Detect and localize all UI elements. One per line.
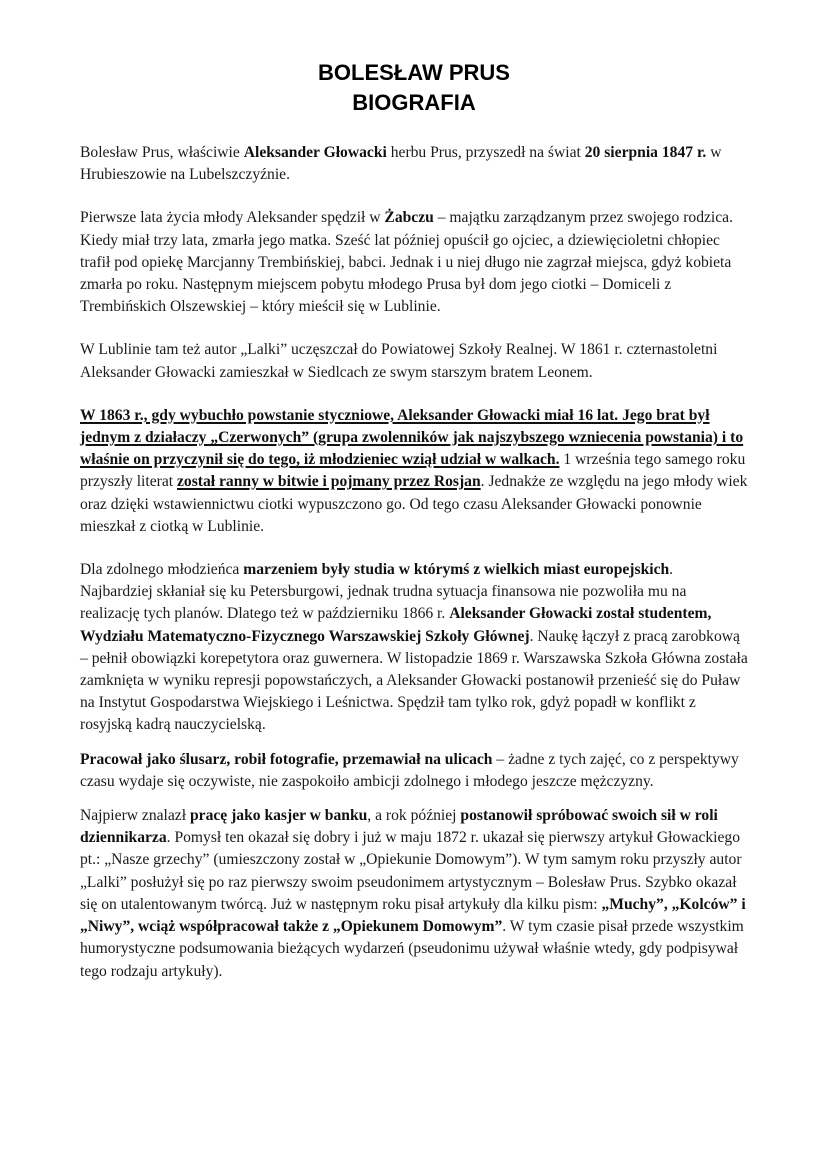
plain-text: . Naukę łączył z pracą zarobkową – pełnił obowiązki korepetytora oraz guwernera. W listopadzie 1869 r. Warszawska Szkoła Główna została zamknięta w wyniku represji popowstańczych, a Aleksander Głowacki postanowił przenieść się do Puław na Instytut Gospodarstwa Wiejskiego i Leśnictwa. Spędził tam tylko rok, gdyż popadł w konflikt z rosyjską kadrą nauczycielską. <box>80 627 748 734</box>
plain-text: , a rok później <box>367 807 461 825</box>
plain-text: . Pomysł ten okazał się dobry i już w maju 1872 r. ukazał się pierwszy artykuł Głowackiego pt.: „Nasze grzechy” (umieszczony został w „Opiekunie Domowym”). W tym samym roku przyszły autor „Lalki” posłużył się po raz pierwszy swoim pseudonimem artystycznym – Bolesław Prus. Szybko okazał się on utalentowanym twórcą. Już w następnym roku pisał artykuły dla kilku pism: <box>80 829 742 913</box>
plain-text: Najpierw znalazł <box>80 807 190 825</box>
body-paragraph <box>80 805 748 983</box>
bold-text: marzeniem były studia w którymś z wielkich miast europejskich <box>243 561 670 579</box>
bold-text: postanowił spróbować swoich sił w roli dziennikarza <box>80 807 718 847</box>
plain-text: . W tym czasie pisał przede wszystkim humorystyczne podsumowania bieżących wydarzeń (pseudonimu używał właśnie wtedy, gdy podpisywał tego rodzaju artykuły). <box>80 918 744 980</box>
plain-text: . Najbardziej skłaniał się ku Petersburgowi, jednak trudna sytuacja finansowa nie pozwoliła mu na realizację tych planów. Dlatego też w październiku 1866 r. <box>80 561 687 623</box>
underlined-text: W 1863 r., gdy wybuchło powstanie styczniowe, Aleksander Głowacki miał 16 lat. Jego brat był jednym z działaczy „Czerwonych” (grupa zwolenników jak najszybszego wzniecenia powstania) i to właśnie on przyczynił się do tego, iż młodzieniec wziął udział w walkach. <box>80 406 744 469</box>
plain-text: W Lublinie tam też autor „Lalki” uczęszczał do Powiatowej Szkoły Realnej. W 1861 r. czternastoletni Aleksander Głowacki zamieszkał w Siedlcach ze swym starszym bratem Leonem. <box>80 341 718 381</box>
body-paragraph <box>80 559 748 737</box>
bold-text: Aleksander Głowacki został studentem, Wydziału Matematyczno-Fizycznego Warszawskiej Szkoły Głównej <box>80 605 712 645</box>
bold-text: 20 sierpnia 1847 r. <box>584 144 707 161</box>
bold-underlined-text <box>177 473 481 490</box>
plain-text: – żadne z tych zajęć, co z perspektywy czasu wydaje się oczywiste, nie zaspokoiło ambicji zdolnego i młodego jeszcze mężczyzny. <box>80 750 739 790</box>
bold-text: pracę jako kasjer w banku <box>189 807 368 825</box>
document-page <box>80 58 748 1004</box>
body-paragraph <box>80 339 748 383</box>
document-title <box>80 58 748 118</box>
title-line-author: BOLESŁAW PRUS <box>318 60 510 85</box>
body-paragraph <box>80 749 748 793</box>
plain-text: Pierwsze lata życia młody Aleksander spędził w <box>80 209 385 227</box>
plain-text: 1 września tego samego roku przyszły literat <box>80 451 746 491</box>
bold-text: „Muchy”, „Kolców” i „Niwy”, wciąż współpracował także z „Opiekunem Domowym” <box>80 895 746 936</box>
plain-text: Dla zdolnego młodzieńca <box>80 561 244 579</box>
body-paragraph <box>80 142 748 186</box>
plain-text: w Hrubieszowie na Lubelszczyźnie. <box>80 144 722 184</box>
plain-text: Bolesław Prus, właściwie <box>80 144 244 161</box>
bold-text: Aleksander Głowacki <box>243 144 387 161</box>
title-line-subtitle: BIOGRAFIA <box>352 90 476 115</box>
bold-text: Pracował jako ślusarz, robił fotografie, przemawiał na ulicach <box>80 750 493 768</box>
body-paragraph <box>80 207 748 318</box>
document-body <box>80 142 748 983</box>
plain-text: – majątku zarządzanym przez swojego rodzica. Kiedy miał trzy lata, zmarła jego matka. Sześć lat później opuścił go ojciec, a dziewięcioletni chłopiec trafił pod opiekę Marcjanny Trembińskiej, babci. Jednak i u niej długo nie zagrzał miejsca, gdyż kobieta zmarła po roku. Następnym miejscem pobytu młodego Prusa był dom jego ciotki – Domiceli z Trembińskich Olszewskiej – który mieścił się w Lublinie. <box>80 209 733 316</box>
bold-text: Żabczu <box>384 209 434 227</box>
body-paragraph <box>80 405 748 538</box>
plain-text: . Jednakże ze względu na jego młody wiek oraz dzięki wstawiennictwu ciotki wypuszczono go. Od tego czasu Aleksander Głowacki ponownie mieszkał z ciotką w Lublinie. <box>80 473 748 535</box>
underlined-text: został ranny w bitwie i pojmany przez Rosjan <box>177 473 481 491</box>
plain-text: herbu Prus, przyszedł na świat <box>386 144 585 161</box>
